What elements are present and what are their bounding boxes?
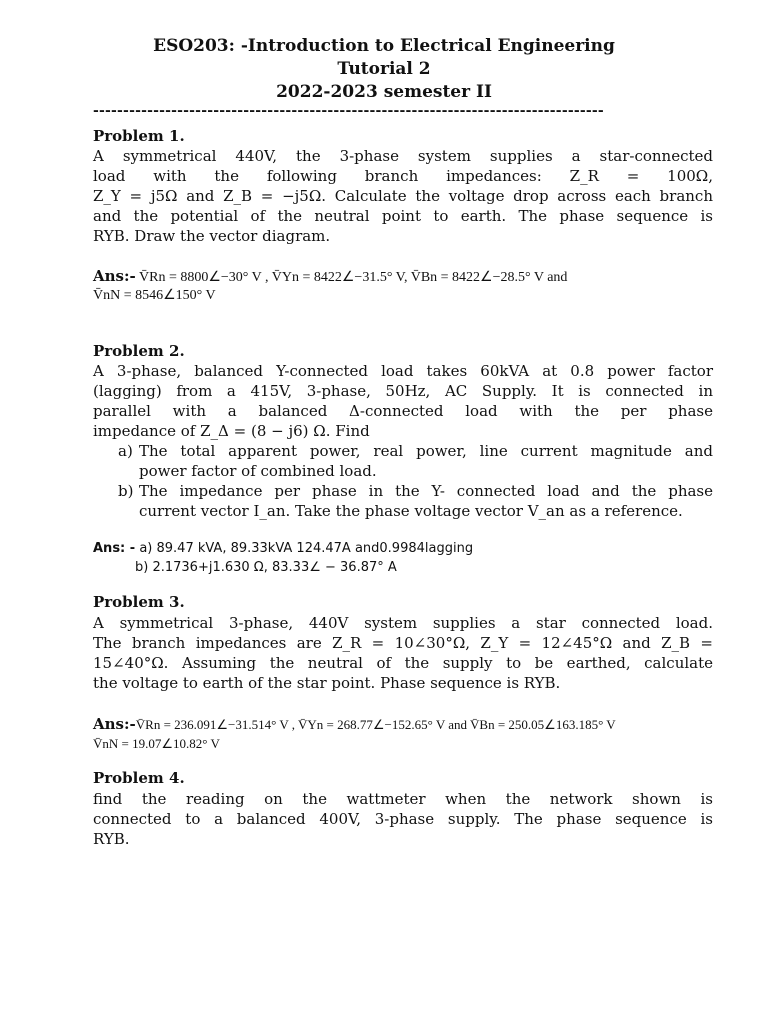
problem-1-line: Z_Y = j5Ω and Z_B = −j5Ω. Calculate the voltage drop across each branch (93, 187, 713, 205)
problem-3-title: Problem 3. (93, 593, 185, 611)
item-label: b) (118, 482, 134, 500)
item-text (139, 481, 713, 521)
course-title: ESO203: -Introduction to Electrical Engineering (153, 36, 615, 56)
answer-line: V̄Rn = 8800∠−30° V , V̄Yn = 8422∠−31.5° V, V̄Bn = 8422∠−28.5° V and (139, 270, 568, 285)
problem-3-line: the voltage to earth of the star point. Phase sequence is RYB. (93, 674, 561, 692)
answer-line: V̄Rn = 236.091∠−31.514° V , V̄Yn = 268.77∠−152.65° V and V̄Bn = 250.05∠163.185° V (135, 717, 616, 732)
problem-3-line: The branch impedances are Z_R = 10∠30°Ω, Z_Y = 12∠45°Ω and Z_B = (93, 634, 713, 652)
answer-line: b) 2.1736+j1.630 Ω, 83.33∠ − 36.87° A (135, 560, 397, 575)
problem-1-line: RYB. Draw the vector diagram. (93, 227, 331, 245)
problem-1-text (93, 146, 713, 246)
item-line: power factor of combined load. (139, 462, 377, 480)
problem-2-line: parallel with a balanced Δ-connected load with the per phase (93, 402, 713, 420)
problem-2-text (93, 361, 713, 441)
answer-label: Ans:- (93, 267, 136, 285)
problem-1-title: Problem 1. (93, 127, 185, 145)
problem-2-line: A 3-phase, balanced Y-connected load takes 60kVA at 0.8 power factor (93, 362, 713, 380)
problem-2-item-a (118, 441, 713, 481)
problem-1-answer (93, 266, 723, 288)
semester-title: 2022-2023 semester II (276, 82, 492, 102)
answer-line: V̄nN = 19.07∠10.82° V (93, 736, 220, 751)
problem-4-line: find the reading on the wattmeter when the network shown is (93, 790, 713, 808)
problem-3-answer (93, 714, 723, 735)
problem-2-line: impedance of Z_Δ = (8 − j6) Ω. Find (93, 422, 370, 440)
item-label: a) (118, 442, 133, 460)
answer-label: Ans:- (93, 715, 136, 733)
problem-1-line: load with the following branch impedances: Z_R = 100Ω, (93, 167, 713, 185)
tutorial-title: Tutorial 2 (337, 59, 431, 79)
problem-3-line: 15∠40°Ω. Assuming the neutral of the supply to be earthed, calculate (93, 654, 713, 672)
problem-1-line: and the potential of the neutral point to earth. The phase sequence is (93, 207, 713, 225)
problem-1-line: A symmetrical 440V, the 3-phase system supplies a star-connected (93, 147, 713, 165)
item-line: current vector I_an. Take the phase voltage vector V_an as a reference. (139, 502, 683, 520)
answer-line: a) 89.47 kVA, 89.33kVA 124.47A and0.9984lagging (139, 541, 474, 556)
item-line: The total apparent power, real power, line current magnitude and (139, 442, 713, 460)
answer-label: Ans: - (93, 541, 136, 556)
item-text (139, 441, 713, 481)
problem-4-line: RYB. (93, 830, 130, 848)
problem-2-title: Problem 2. (93, 342, 185, 360)
answer-line: V̄nN = 8546∠150° V (93, 288, 216, 303)
problem-4-title: Problem 4. (93, 769, 185, 787)
problem-4-text (93, 789, 713, 849)
problem-3-text (93, 613, 713, 693)
problem-2-line: (lagging) from a 415V, 3-phase, 50Hz, AC Supply. It is connected in (93, 382, 713, 400)
item-line: The impedance per phase in the Y- connected load and the phase (139, 482, 713, 500)
separator-line: ------------------------------------------------------------------------------------- (93, 103, 604, 119)
problem-2-item-b (118, 481, 713, 521)
problem-3-line: A symmetrical 3-phase, 440V system supplies a star connected load. (93, 614, 713, 632)
problem-2-answer (93, 539, 473, 558)
problem-4-line: connected to a balanced 400V, 3-phase supply. The phase sequence is (93, 810, 713, 828)
